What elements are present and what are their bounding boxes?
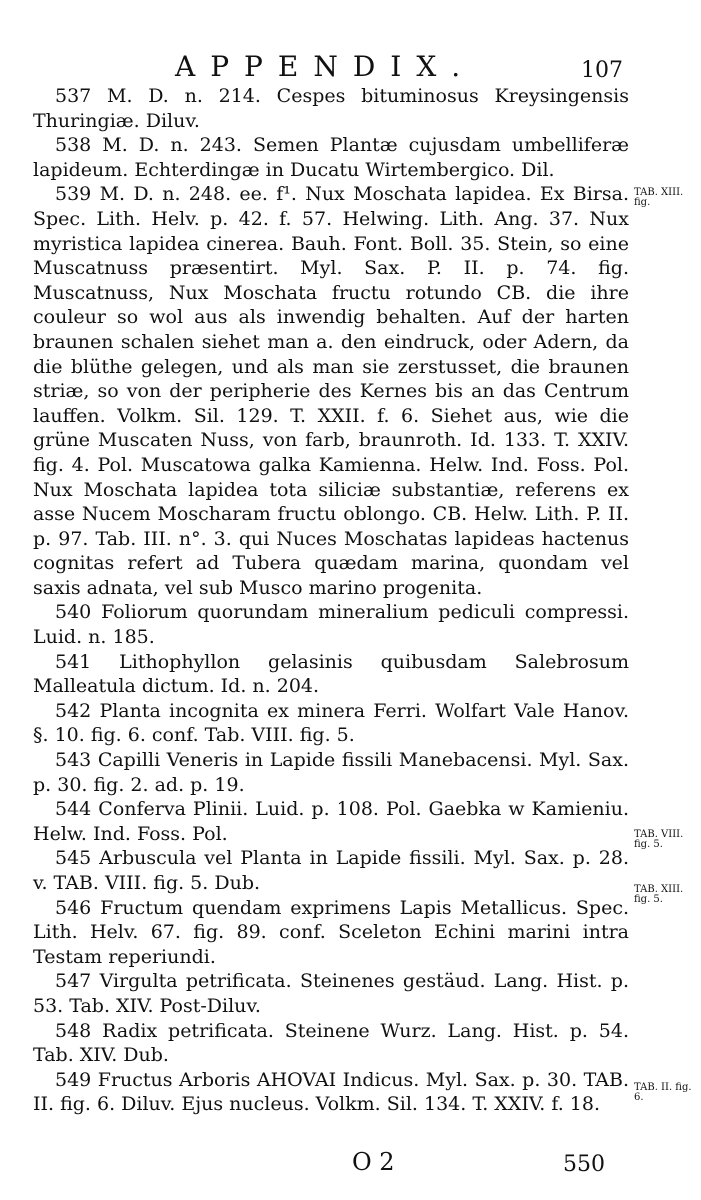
entry-546 [33, 896, 629, 970]
entry-542 [33, 699, 629, 748]
entry-text: Planta incognita ex minera Ferri. Wolfart Vale Hanov. §. 10. fig. 6. conf. Tab. VIII. fig. 5. [33, 699, 629, 747]
entry-text: Conferva Plinii. Luid. p. 108. Pol. Gaebka w Kamieniu. Helw. Ind. Foss. Pol. [33, 798, 629, 845]
margin-note: TAB. VIII. fig. 5. [634, 829, 684, 850]
entry-number: 547 [55, 970, 92, 993]
entry-text: M. D. n. 214. Cespes bituminosus Kreysingensis Thuringiæ. Diluv. [33, 85, 629, 132]
entry-number: 545 [55, 847, 92, 870]
entry-number: 548 [55, 1019, 92, 1042]
page-title: APPENDIX. [175, 50, 476, 83]
margin-note: TAB. XIII. fig. [634, 187, 684, 208]
entry-number: 542 [55, 699, 92, 722]
page-number: 107 [581, 58, 623, 83]
entry-545 [33, 846, 629, 895]
entry-text: Radix petrificata. Steinene Wurz. Lang. Hist. p. 54. Tab. XIV. Dub. [33, 1019, 629, 1067]
entry-number: 543 [55, 749, 92, 772]
entry-541 [33, 650, 629, 699]
entry-text: Fructum quendam exprimens Lapis Metallicus. Spec. Lith. Helv. 67. fig. 89. conf. Sceleton Echini marini intra Testam reperiundi. [33, 896, 629, 968]
margin-note: TAB. II. fig. 6. [634, 1082, 692, 1103]
entry-549 [33, 1068, 629, 1117]
entry-548 [33, 1019, 629, 1068]
page-footer [0, 1148, 701, 1188]
entry-540 [33, 600, 629, 649]
entry-text: M. D. n. 248. ee. f¹. Nux Moschata lapidea. Ex Birsa. Spec. Lith. Helv. p. 42. f. 57. Helwing. Lith. Ang. 37. Nux myristica lapidea cinerea. Bauh. Font. Boll. 35. Stein, so eine Muscatnuss præsentirt. Myl. Sax. P. II. p. 74. fig. Muscatnuss, Nux Moschata fructu rotundo CB. die ihre couleur so wol aus als inwendig behalten. Auf der harten braunen schalen siehet man a. den eindruck, oder Adern, da die blüthe gelegen, und als man sie zerstusset, die braunen striæ, so von der peripherie des Kernes bis an das Centrum lauffen. Volkm. Sil. 129. T. XXII. f. 6. Siehet aus, wie die grüne Muscaten Nuss, von farb, braunroth. Id. 133. T. XXIV. fig. 4. Pol. Muscatowa galka Kamienna. Helw. Ind. Foss. Pol. Nux Moschata lapidea tota siliciæ substantiæ, referens ex asse Nucem Moscharam fructu oblongo. CB. Helw. Lith. P. II. p. 97. Tab. III. n°. 3. qui Nuces Moschatas lapideas hactenus cognitas refert ad Tubera quædam marina, quondam vel saxis adnata, vel sub Musco marino progenita. [33, 183, 629, 599]
entry-number: 546 [55, 896, 92, 919]
entry-544 [33, 797, 629, 846]
entry-text: Lithophyllon gelasinis quibusdam Salebrosum Malleatula dictum. Id. n. 204. [33, 650, 629, 698]
entry-number: 539 [55, 183, 92, 206]
entry-number: 537 [55, 85, 92, 107]
entry-number: 538 [55, 134, 92, 157]
catchword: 550 [563, 1152, 605, 1177]
entry-547 [33, 969, 629, 1018]
entry-543 [33, 748, 629, 797]
entry-number: 549 [55, 1068, 92, 1091]
entry-538 [33, 133, 629, 182]
entry-number: 544 [55, 798, 92, 821]
entry-text: Capilli Veneris in Lapide fissili Manebacensi. Myl. Sax. p. 30. fig. 2. ad. p. 19. [33, 749, 629, 796]
entry-number: 540 [55, 601, 92, 624]
entry-text: Fructus Arboris AHOVAI Indicus. Myl. Sax. p. 30. TAB. II. fig. 6. Diluv. Ejus nucleus. Volkm. Sil. 134. T. XXIV. f. 18. [33, 1068, 629, 1116]
margin-note: TAB. XIII. fig. 5. [634, 884, 684, 905]
entry-539 [33, 182, 629, 600]
text-block [33, 84, 629, 1117]
entry-text: Virgulta petrificata. Steinenes gestäud. Lang. Hist. p. 53. Tab. XIV. Post-Diluv. [33, 970, 630, 1017]
entry-text: Arbuscula vel Planta in Lapide fissili. Myl. Sax. p. 28. v. TAB. VIII. fig. 5. Dub. [33, 847, 629, 894]
entry-text: Foliorum quorundam mineralium pediculi compressi. Luid. n. 185. [33, 601, 629, 649]
entry-number: 541 [55, 650, 92, 673]
signature-mark: O 2 [352, 1148, 395, 1176]
entry-text: M. D. n. 243. Semen Plantæ cujusdam umbelliferæ lapideum. Echterdingæ in Ducatu Wirtembergico. Dil. [33, 134, 630, 181]
entry-537 [33, 84, 629, 133]
